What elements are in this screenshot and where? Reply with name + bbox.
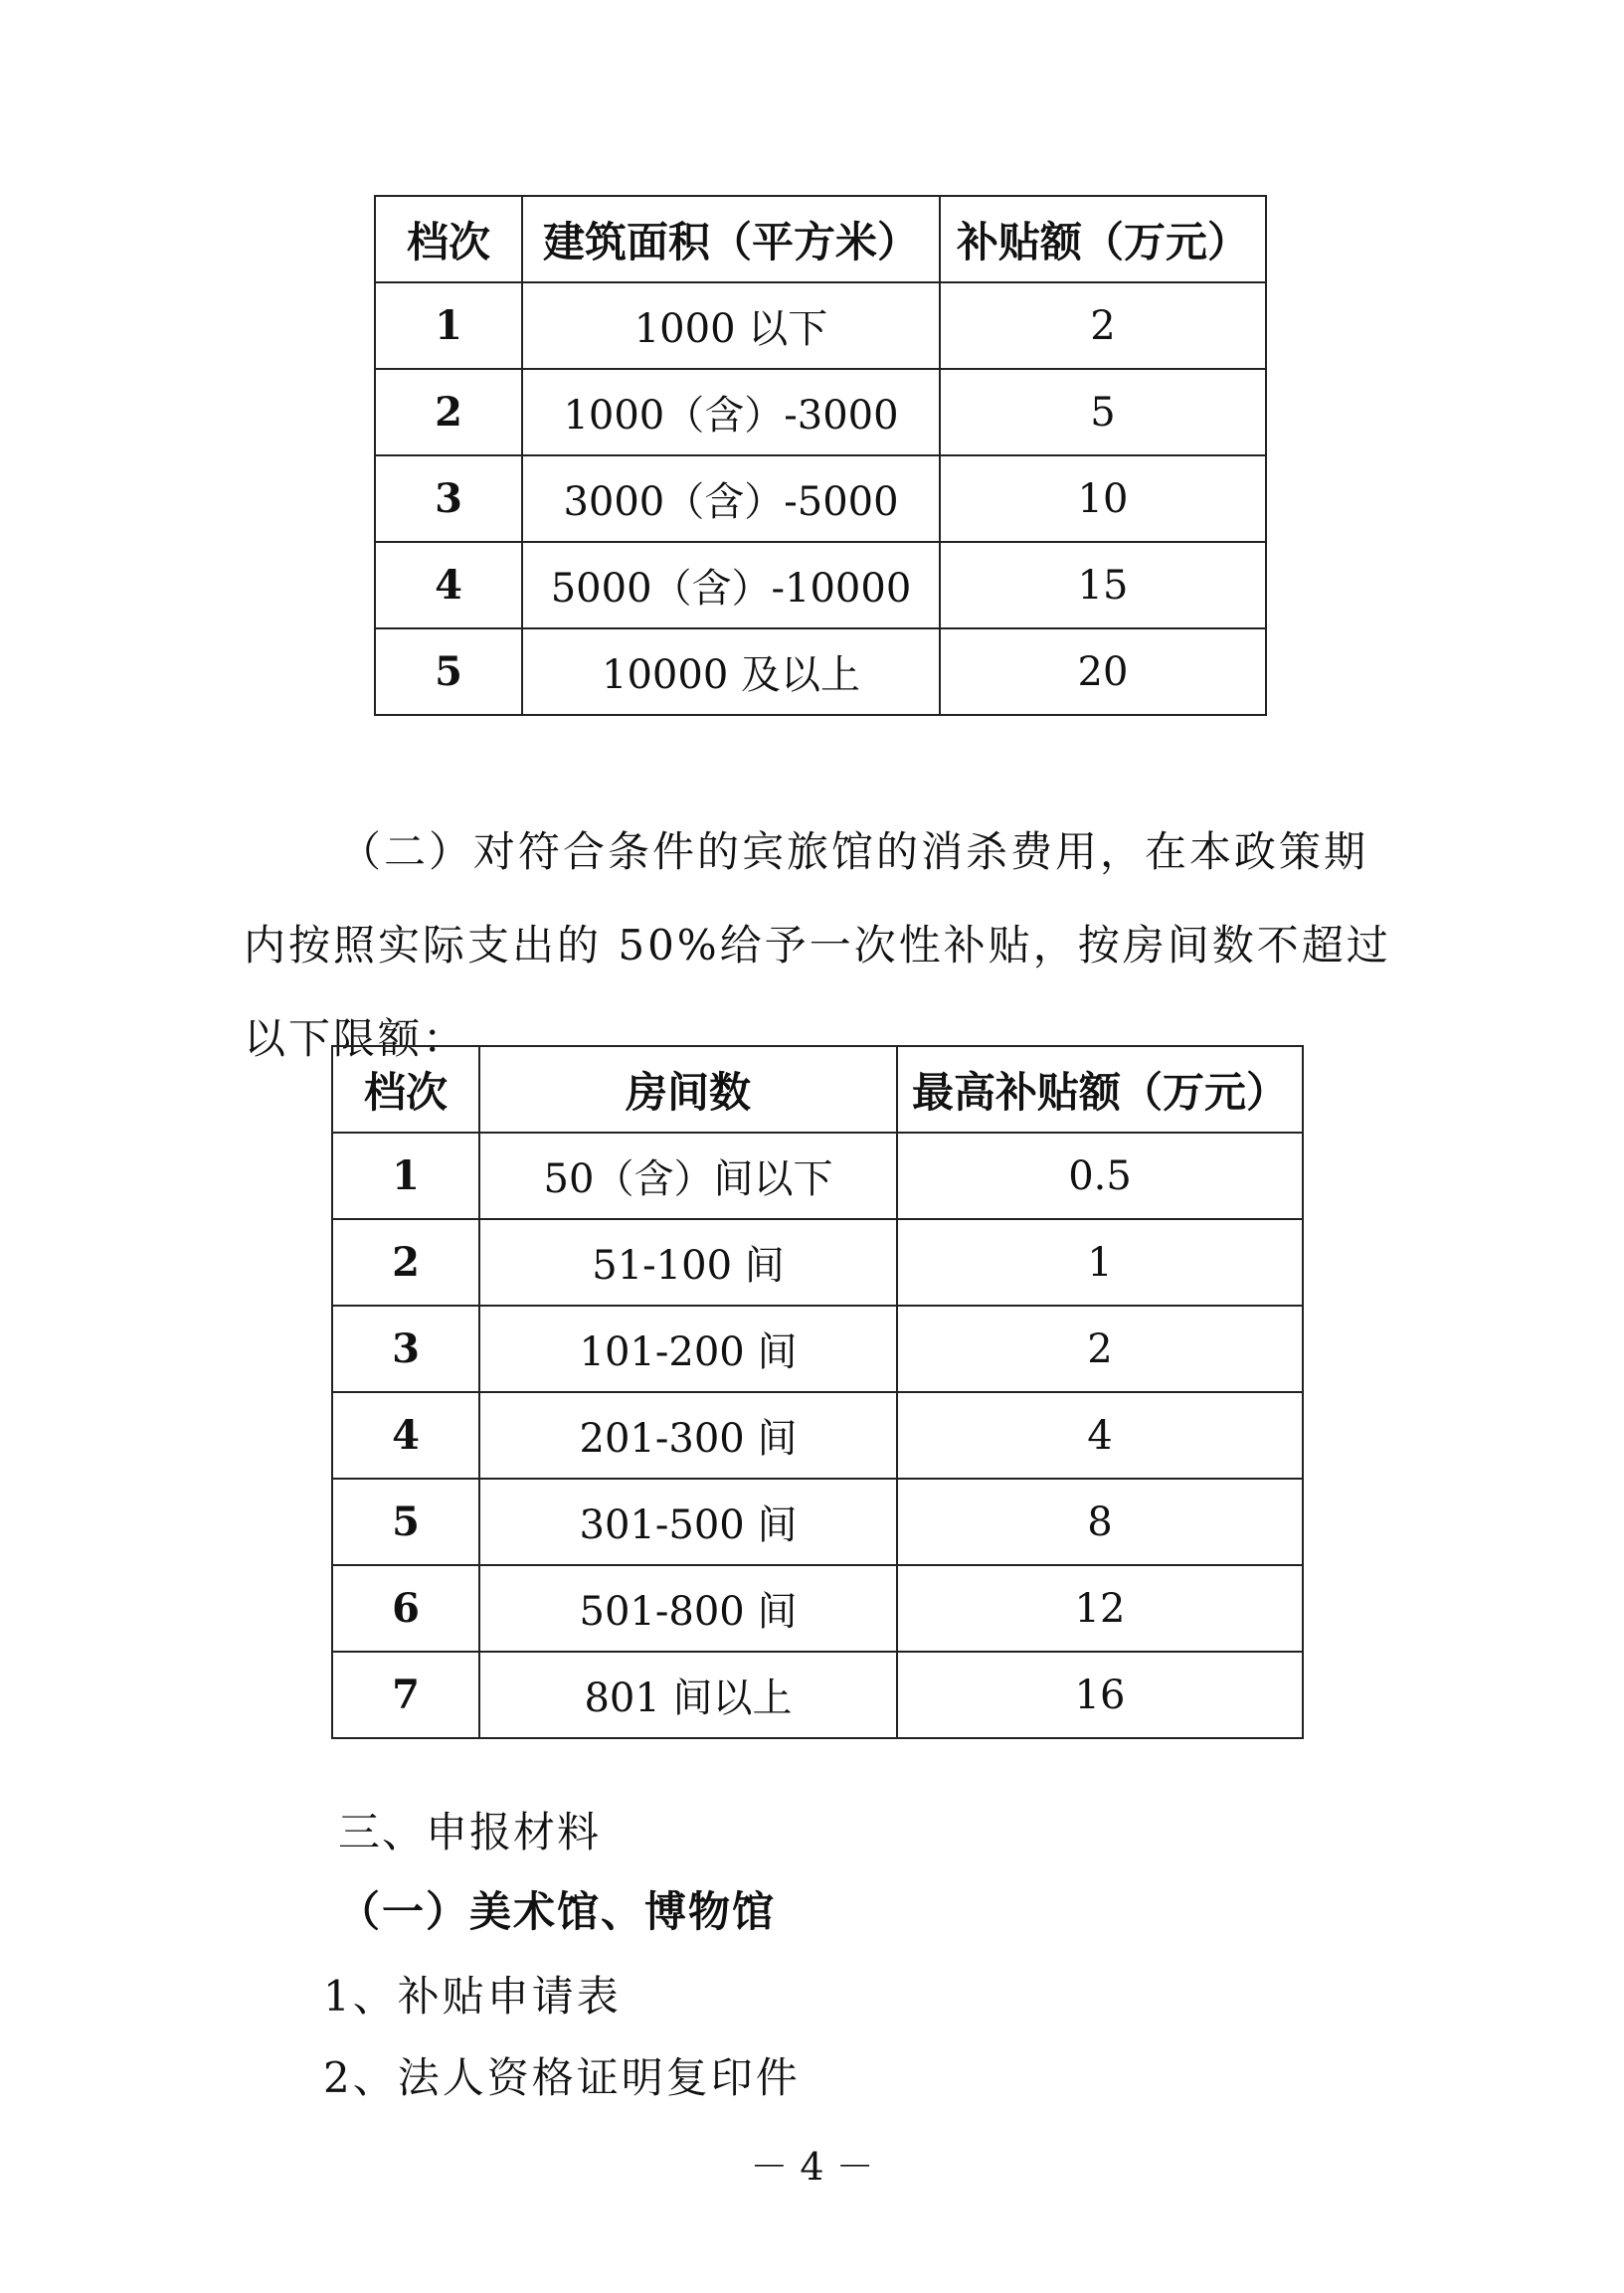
- table-row: [375, 542, 1266, 628]
- area-cell: 10000 及以上: [522, 628, 940, 715]
- tier-cell: 7: [332, 1652, 479, 1738]
- tier-cell: 3: [375, 455, 522, 542]
- tier-cell: 6: [332, 1565, 479, 1652]
- tier-cell: 1: [332, 1133, 479, 1219]
- table-row: [375, 628, 1266, 715]
- list-item: 1、补贴申请表: [323, 1972, 622, 2021]
- table-row: [332, 1652, 1303, 1738]
- rooms-cell: 501-800 间: [479, 1565, 897, 1652]
- table-row: [375, 455, 1266, 542]
- tier-cell: 4: [332, 1392, 479, 1479]
- table-row: [332, 1565, 1303, 1652]
- amount-cell: 5: [940, 369, 1266, 455]
- max-amount-cell: 8: [897, 1479, 1303, 1565]
- header-tier: 档次: [375, 196, 522, 282]
- table-row: [332, 1219, 1303, 1306]
- area-cell: 1000（含）-3000: [522, 369, 940, 455]
- table-header-row: [375, 196, 1266, 282]
- amount-cell: 2: [940, 282, 1266, 369]
- amount-cell: 15: [940, 542, 1266, 628]
- header-tier: 档次: [332, 1046, 479, 1133]
- amount-cell: 10: [940, 455, 1266, 542]
- page-number: － 4 －: [750, 2145, 874, 2189]
- subsection-heading: （一）美术馆、博物馆: [338, 1887, 777, 1936]
- max-amount-cell: 0.5: [897, 1133, 1303, 1219]
- table-row: [332, 1479, 1303, 1565]
- rooms-cell: 50（含）间以下: [479, 1133, 897, 1219]
- header-building-area: 建筑面积（平方米）: [522, 196, 940, 282]
- amount-cell: 20: [940, 628, 1266, 715]
- rooms-cell: 801 间以上: [479, 1652, 897, 1738]
- tier-cell: 2: [332, 1219, 479, 1306]
- list-item: 2、法人资格证明复印件: [323, 2053, 801, 2102]
- tier-cell: 4: [375, 542, 522, 628]
- max-amount-cell: 16: [897, 1652, 1303, 1738]
- table-row: [375, 282, 1266, 369]
- area-cell: 1000 以下: [522, 282, 940, 369]
- max-amount-cell: 4: [897, 1392, 1303, 1479]
- table-row: [332, 1306, 1303, 1392]
- header-subsidy-amount: 补贴额（万元）: [940, 196, 1266, 282]
- area-cell: 3000（含）-5000: [522, 455, 940, 542]
- max-amount-cell: 1: [897, 1219, 1303, 1306]
- tier-cell: 5: [332, 1479, 479, 1565]
- tier-cell: 1: [375, 282, 522, 369]
- table-row: [332, 1392, 1303, 1479]
- max-amount-cell: 12: [897, 1565, 1303, 1652]
- tier-cell: 3: [332, 1306, 479, 1392]
- tier-cell: 2: [375, 369, 522, 455]
- section-heading: 三、申报材料: [338, 1808, 602, 1856]
- rooms-cell: 201-300 间: [479, 1392, 897, 1479]
- header-max-subsidy: 最高补贴额（万元）: [897, 1046, 1303, 1133]
- subsidy-by-rooms-table: [331, 1045, 1304, 1739]
- rooms-cell: 51-100 间: [479, 1219, 897, 1306]
- subsidy-by-area-table: [374, 195, 1267, 716]
- rooms-cell: 301-500 间: [479, 1479, 897, 1565]
- policy-paragraph: （二）对符合条件的宾旅馆的消杀费用，在本政策期内按照实际支出的 50%给予一次性补贴，按房间数不超过以下限额：: [244, 827, 1391, 1063]
- area-cell: 5000（含）-10000: [522, 542, 940, 628]
- header-room-count: 房间数: [479, 1046, 897, 1133]
- table-row: [375, 369, 1266, 455]
- rooms-cell: 101-200 间: [479, 1306, 897, 1392]
- table-row: [332, 1133, 1303, 1219]
- table-header-row: [332, 1046, 1303, 1133]
- tier-cell: 5: [375, 628, 522, 715]
- max-amount-cell: 2: [897, 1306, 1303, 1392]
